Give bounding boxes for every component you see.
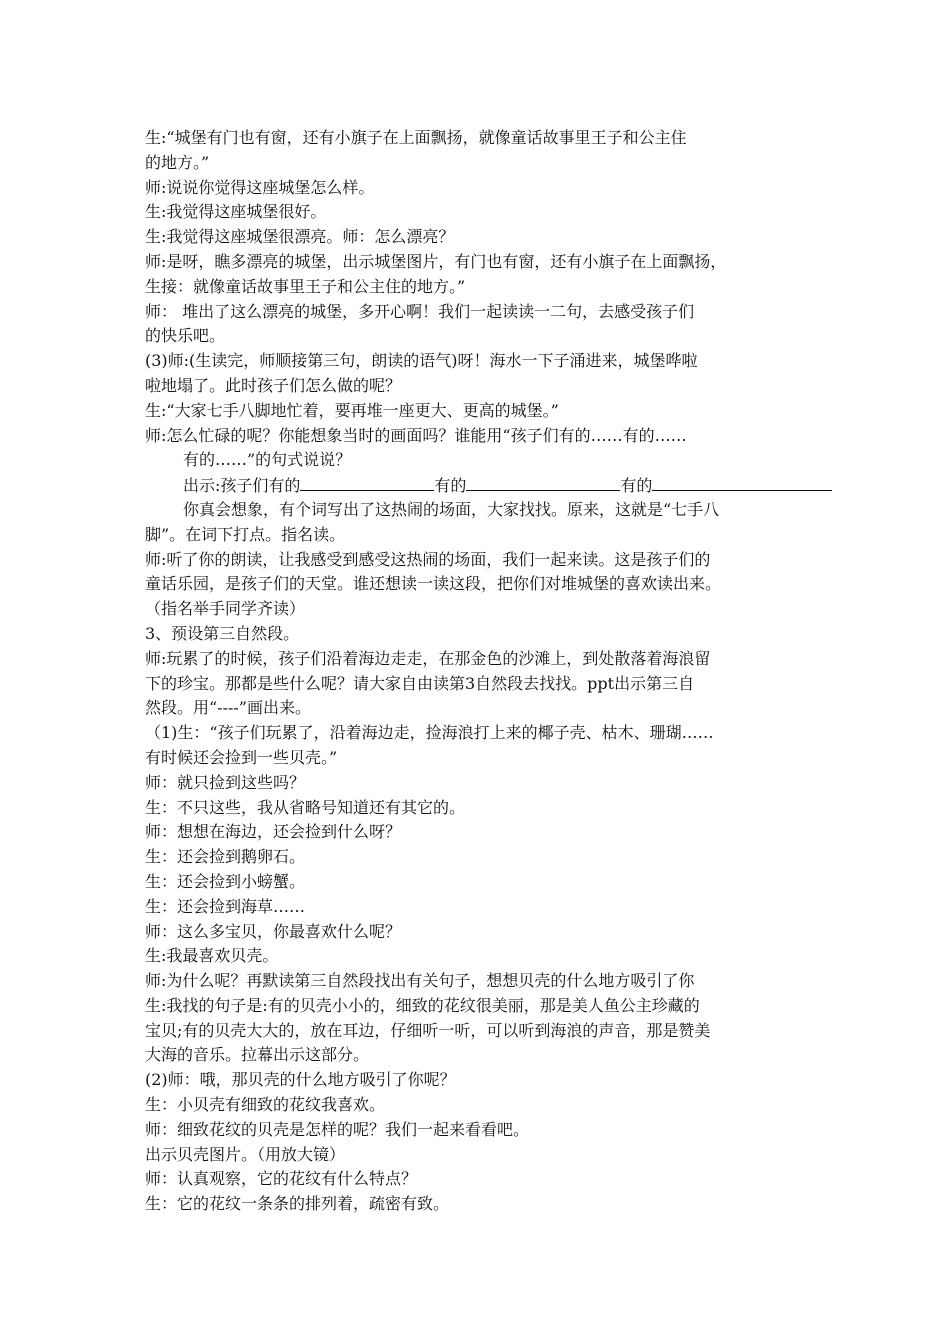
text-line: 师：这么多宝贝，你最喜欢什么呢？ [145, 921, 402, 941]
text-line: 生：还会捡到鹅卵石。 [145, 847, 306, 867]
blank-underline [300, 473, 434, 491]
text-line: 师:为什么呢？再默读第三自然段找出有关句子，想想贝壳的什么地方吸引了你 [145, 971, 695, 991]
text-line: 生:我最喜欢贝壳。 [145, 946, 279, 966]
text-line: 童话乐园，是孩子们的天堂。谁还想读一读这段，把你们对堆城堡的喜欢读出来。 [145, 574, 722, 594]
section-heading: 3、预设第三自然段。 [145, 623, 300, 643]
blank-word: 有的 [620, 476, 653, 496]
text-line: 师:听了你的朗读，让我感受到感受这热闹的场面，我们一起来读。这是孩子们的 [145, 549, 711, 569]
blank-prompt: 出示:孩子们有的 [183, 476, 301, 496]
text-line: 师：就只捡到这些吗？ [145, 772, 306, 792]
text-line: （1)生：“孩子们玩累了，沿着海边走，捡海浪打上来的椰子壳、枯木、珊瑚…… [145, 723, 714, 743]
text-line: 生接：就像童话故事里王子和公主住的地方。” [145, 276, 466, 296]
fill-in-blank-line [145, 473, 815, 498]
text-line: 师： 堆出了这么漂亮的城堡，多开心啊！我们一起读读一二句，去感受孩子们 [145, 301, 695, 321]
text-line: 有时候还会捡到一些贝壳。” [145, 747, 338, 767]
text-line: 生：还会捡到小螃蟹。 [145, 871, 306, 891]
text-line: 的快乐吧。 [145, 326, 226, 346]
blank-underline [652, 473, 832, 491]
text-line: （指名举手同学齐读） [145, 599, 306, 619]
blank-word: 有的 [434, 476, 467, 496]
text-line: 你真会想象，有个词写出了这热闹的场面，大家找找。原来，这就是“七手八 [183, 499, 720, 519]
text-line: 师:怎么忙碌的呢？你能想象当时的画面吗？谁能用“孩子们有的……有的…… [145, 425, 687, 445]
text-line: 然段。用“----”画出来。 [145, 698, 311, 718]
text-line: 宝贝;有的贝壳大大的，放在耳边，仔细听一听，可以听到海浪的声音，那是赞美 [145, 1020, 711, 1040]
text-line: 生：不只这些，我从省略号知道还有其它的。 [145, 797, 466, 817]
text-line: 生:“城堡有门也有窗，还有小旗子在上面飘扬，就像童话故事里王子和公主住 [145, 128, 687, 147]
text-line: 大海的音乐。拉幕出示这部分。 [145, 1045, 370, 1065]
text-line: 有的……”的句式说说？ [183, 450, 352, 470]
text-line: 师:说说你觉得这座城堡怎么样。 [145, 177, 375, 197]
text-line: 生:我觉得这座城堡很漂亮。师：怎么漂亮？ [145, 227, 455, 247]
text-line: 师：认真观察，它的花纹有什么特点？ [145, 1169, 418, 1189]
text-line: 师:玩累了的时候，孩子们沿着海边走走，在那金色的沙滩上，到处散落着海浪留 [145, 648, 711, 668]
text-line: 生：它的花纹一条条的排列着，疏密有致。 [145, 1194, 450, 1214]
text-line: 师：想想在海边，还会捡到什么呀？ [145, 822, 402, 842]
text-line: 师:是呀，瞧多漂亮的城堡，出示城堡图片，有门也有窗，还有小旗子在上面飘扬， [145, 251, 727, 271]
text-line: 生:“大家七手八脚地忙着，要再堆一座更大、更高的城堡。” [145, 400, 559, 420]
text-line: 生：还会捡到海草…… [145, 896, 306, 916]
text-line: 脚”。在词下打点。指名读。 [145, 524, 346, 544]
text-line: 啦地塌了。此时孩子们怎么做的呢？ [145, 375, 402, 395]
text-line: (3)师:(生读完，师顺接第三句，朗读的语气)呀！海水一下子涌进来，城堡哗啦 [145, 351, 698, 371]
document-body [145, 126, 815, 1217]
text-line: 的地方。” [145, 152, 210, 172]
blank-underline [466, 473, 620, 491]
text-line: 下的珍宝。那都是些什么呢？请大家自由读第3自然段去找找。ppt出示第三自 [145, 673, 695, 693]
text-line: 师：细致花纹的贝壳是怎样的呢？我们一起来看看吧。 [145, 1119, 530, 1139]
text-line: 生:我找的句子是:有的贝壳小小的，细致的花纹很美丽，那是美人鱼公主珍藏的 [145, 995, 700, 1015]
text-line: 生:我觉得这座城堡很好。 [145, 202, 327, 222]
text-line: 生：小贝壳有细致的花纹我喜欢。 [145, 1095, 386, 1115]
text-line: 出示贝壳图片。（用放大镜） [145, 1144, 346, 1164]
text-line: (2)师：哦，那贝壳的什么地方吸引了你呢？ [145, 1070, 456, 1090]
